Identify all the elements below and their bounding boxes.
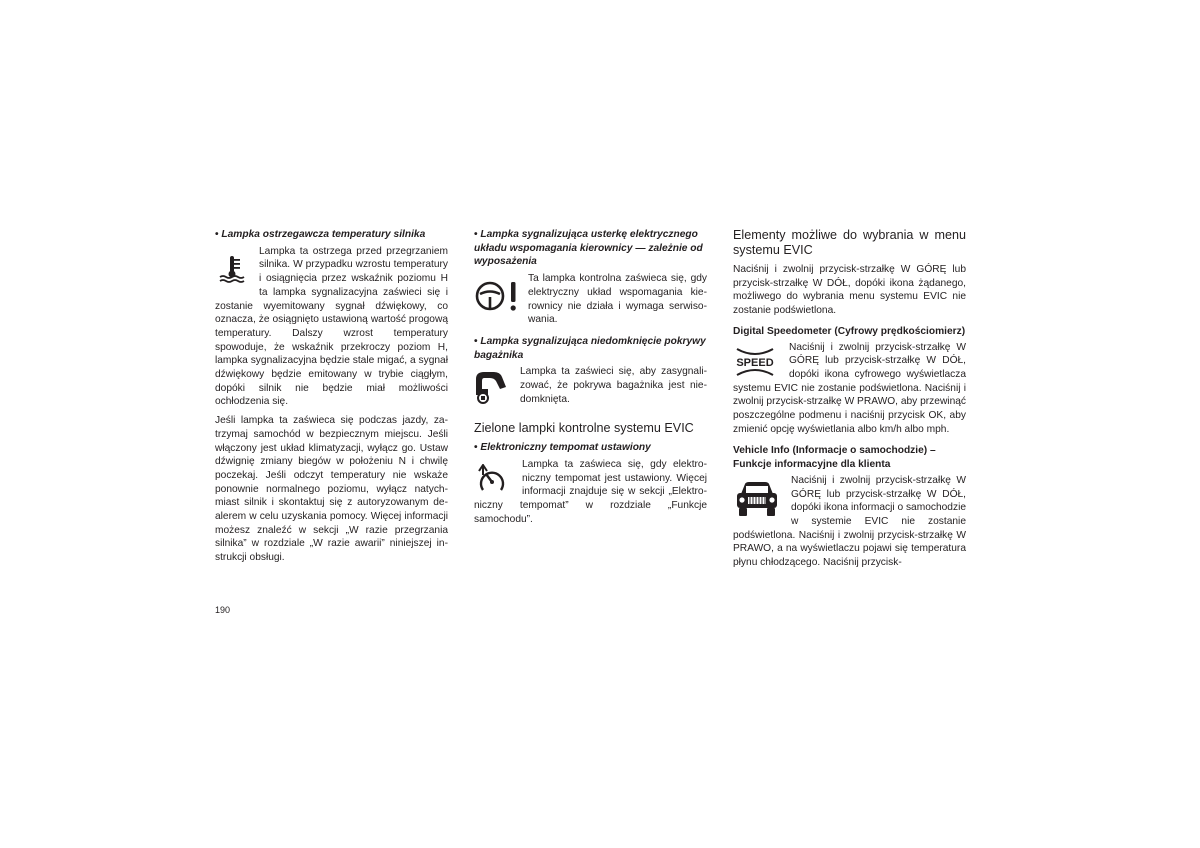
column-left xyxy=(215,228,448,565)
evic-menu-section-title: Elementy możliwe do wybrania w menu systemu EVIC xyxy=(733,228,966,257)
steering-wheel-warning-icon xyxy=(474,278,518,314)
engine-temp-text: Lampka ta ostrzega przed przegrzaniem silnika. W przypadku wzrostu temperatury i osiągnięcia przez wskaźnik poziomu H ta lampka sygnalizacyjna zaświeci się i zostanie wyemitowany sygnał dźwiękowy, co oznacza, że osiągnięto ustawioną wartość progową temperatury. Dalszy wzrost temperatury spowoduje, że wskaźnik przekroczy poziom H, lampka sygnalizacyjna będzie stale migać, a sygnał dźwiękowy będzie emitowany w trybie ciągłym, dopóki silnik nie będzie miał możliwości ochłodzenia się. xyxy=(215,245,448,408)
speedometer-text: Naciśnij i zwolnij przycisk-strzałkę W GÓRĘ lub przycisk-strzałkę W DÓŁ, dopóki ikona cyfrowego wyświetlacza systemu EVIC nie zostanie podświetlona. Naciśnij i zwolnij przycisk-strzałkę W PRAWO, aby przewinąć poszczególne podmenu i naciśnij przycisk OK, aby zmienić opcję wyświetlania albo km/h albo mph. xyxy=(733,341,966,435)
engine-temp-instructions: Jeśli lampka ta zaświeca się podczas jazdy, zatrzymaj samochód w bezpiecznym miejscu. Jeśli włączony jest układ klimatyzacji, wyłącz go. Ustaw dźwignię zmiany biegów w położeniu N i chwilę poczekaj. Jeśli odczyt temperatury nie wskaże ponownie normalnego poziomu, wyłącz natychmiast silnik i skontaktuj się z autoryzowanym dealerem w celu uzyskania pomocy. Więcej informacji możesz znaleźć w sekcji „W razie przegrzania silnika” w rozdziale „W razie awarii” niniejszej instrukcji obsługi. xyxy=(215,415,448,564)
vehicle-front-icon xyxy=(735,480,779,518)
bullet-heading-cruise: • Elektroniczny tempomat ustawiony xyxy=(474,442,651,454)
bullet-heading-steering: • Lampka sygnalizująca usterkę elektrycznego układu wspomagania kierownicy — zależnie od wyposażenia xyxy=(474,229,703,268)
liftgate-open-icon xyxy=(474,369,508,405)
cruise-control-text: Lampka ta zaświeca się, gdy elektroniczny tempomat jest ustawiony. Więcej informacji znajduje się w sekcji „Elektroniczny tempomat” w rozdziale „Funkcje samochodu”. xyxy=(474,459,707,525)
steering-warning-block xyxy=(474,228,707,327)
vehicle-info-text: Naciśnij i zwolnij przycisk-strzałkę W GÓRĘ lub przycisk-strzałkę W DÓŁ, dopóki ikona informacji o samochodzie w systemie EVIC nie zostanie podświetlona. Naciśnij i zwolnij przycisk-strzałkę W PRAWO, a na wyświetlaczu pojawi się temperatura płynu chłodzącego. Naciśnij przycisk- xyxy=(733,474,966,569)
liftgate-text: Lampka ta zaświeci się, aby zasygnalizować, że pokrywa bagażnika jest niedomknięta. xyxy=(520,366,707,405)
page-number: 190 xyxy=(215,605,231,615)
vehicle-info-heading: Vehicle Info (Informacje o samochodzie) – Funkcje informacyjne dla klienta xyxy=(733,445,936,471)
speed-icon xyxy=(733,345,777,379)
cruise-control-icon xyxy=(478,464,506,494)
steering-warning-text: Ta lampka kontrolna zaświeca się, gdy elektryczny układ wspomagania kierownicy nie działa i wymaga serwisowania. xyxy=(528,273,707,326)
bullet-heading-engine-temp: • Lampka ostrzegawcza temperatury silnika xyxy=(215,229,426,240)
speedometer-heading: Digital Speedometer (Cyfrowy prędkościomierz) xyxy=(733,325,966,337)
evic-menu-intro: Naciśnij i zwolnij przycisk-strzałkę W GÓRĘ lub przycisk-strzałkę W DÓŁ, dopóki ikona żądanego, możliwego do wybrania menu systemu EVIC nie zostanie podświetlona. xyxy=(733,264,966,317)
bullet-heading-liftgate: • Lampka sygnalizująca niedomknięcie pokrywy bagażnika xyxy=(474,335,706,361)
vehicle-info-block xyxy=(733,444,966,569)
liftgate-block xyxy=(474,335,707,407)
speedometer-block xyxy=(733,325,966,437)
column-middle xyxy=(474,228,707,535)
coolant-temperature-icon xyxy=(219,255,245,283)
speed-icon-label: SPEED xyxy=(736,356,774,369)
cruise-control-block xyxy=(474,441,707,526)
green-lamps-section-title: Zielone lampki kontrolne systemu EVIC xyxy=(474,421,694,436)
column-right xyxy=(733,228,966,578)
